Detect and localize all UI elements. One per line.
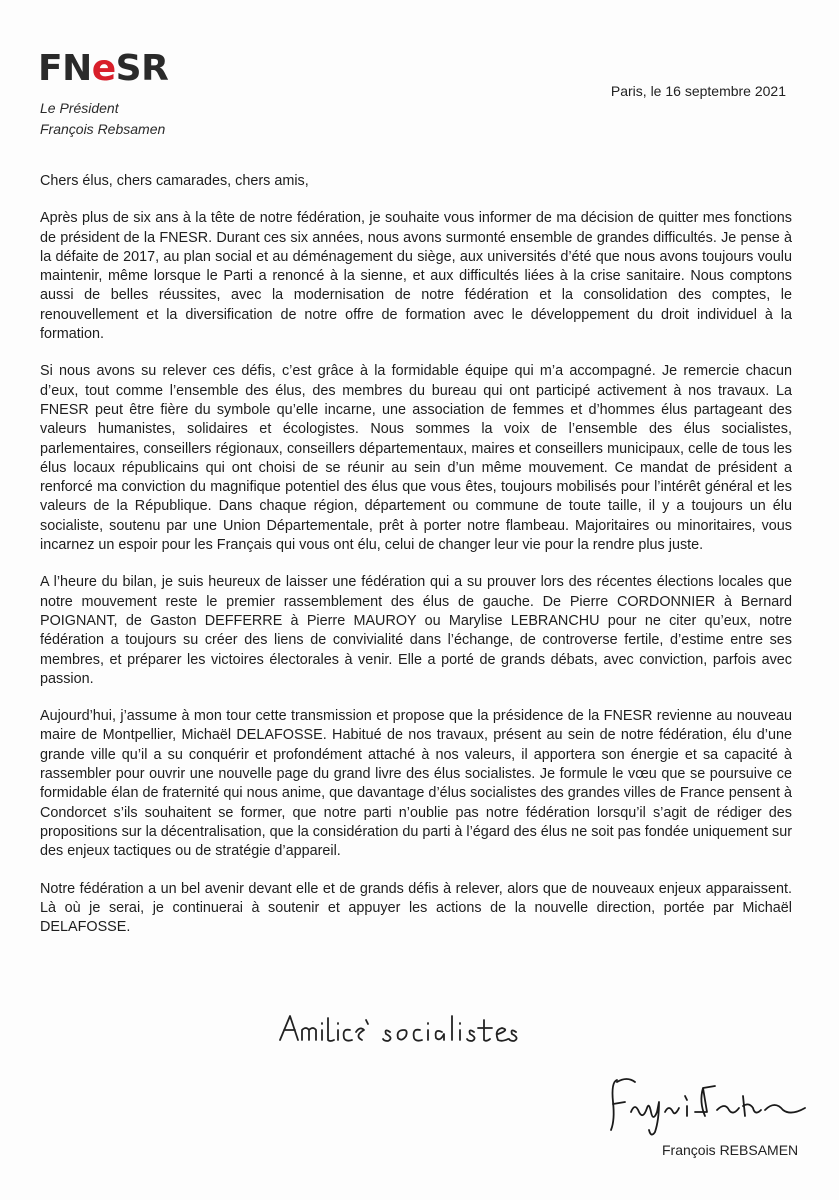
fnesr-logo: FNeSR <box>38 48 169 89</box>
handwritten-closing-signature <box>270 1008 570 1053</box>
sender-block <box>40 98 165 140</box>
salutation: Chers élus, chers camarades, chers amis, <box>40 173 309 189</box>
signature-graphic <box>595 1072 815 1142</box>
sender-name: François Rebsamen <box>40 121 166 137</box>
paragraph-3: A l’heure du bilan, je suis heureux de laisser une fédération qui a su prouver lors des récentes élections locales que notre mouvement reste le premier rassemblement des élus de gauche. De Pierre CORDONNIER à Bernard POIGNANT, de Gaston DEFFERRE à Pierre MAUROY ou Marylise LEBRANCHU pour ne citer qu’eux, notre fédération a toujours su créer des liens de convivialité dans l’échange, de controverse fertile, d’estime entre ses membres, et préparer les victoires électorales à venir. Elle a porté de grands débats, avec conviction, parfois avec passion. <box>40 574 792 687</box>
sender-role: Le Président <box>40 100 119 116</box>
paragraph-1: Après plus de six ans à la tête de notre fédération, je souhaite vous informer de ma décision de quitter mes fonctions de président de la FNESR. Durant ces six années, nous avons surmonté ensemble de grandes difficultés. Je pense à la défaite de 2017, au plan social et au déménagement du siège, aux universités d’été que nous avons toujours voulu maintenir, même lorsque le Parti a renoncé à la sienne, et aux difficultés liées à la crise sanitaire. Nous comptons aussi de belles réussites, avec la modernisation de notre fédération et la consolidation des comptes, le renouvellement et la diversification de notre offre de formation avec le développement du droit individuel à la formation. <box>40 210 792 343</box>
paragraph-5: Notre fédération a un bel avenir devant elle et de grands défis à relever, alors que de nouveaux enjeux apparaissent. Là où je serai, je continuerai à soutenir et appuyer les actions de la nouvelle direction, portée par Michaël DELAFOSSE. <box>40 880 792 936</box>
letter-date: Paris, le 16 septembre 2021 <box>610 83 786 99</box>
paragraph-2: Si nous avons su relever ces défis, c’est grâce à la formidable équipe qui m’a accompagné. Je remercie chacun d’eux, tout comme l’ensemble des élus, des membres du bureau qui ont participé activement à nos travaux. La FNESR peut être fière du symbole qu’elle incarne, une association de femmes et d’hommes élus partageant des valeurs humanistes, solidaires et écologistes. Nous sommes la voix de l’ensemble des élus socialistes, parlementaires, conseillers régionaux, conseillers départementaux, maires et conseillers municipaux, celle de tous les élus locaux républicains qui ont choisi de se réunir au sein d’un même mouvement. Ce mandat de président a renforcé ma conviction du magnifique potentiel des élus que vous êtes, toujours mobilisés pour l’intérêt général et les valeurs de la République. Dans chaque région, département ou commune de toute taille, il y a toujours un élu socialiste, soutenu par une Union Départementale, prêt à porter notre flambeau. Majoritaires ou minoritaires, vous incarnez un espoir pour les Français qui vous ont élu, celui de changer leur vie pour la rendre plus juste. <box>40 363 792 554</box>
letter-body <box>40 172 792 955</box>
paragraph-4: Aujourd’hui, j’assume à mon tour cette transmission et propose que la présidence de la FNESR revienne au nouveau maire de Montpellier, Michaël DELAFOSSE. Habitué de nos travaux, présent au sein de notre fédération, élu d’une grande ville qu’il a su conquérir et profondément attaché à nos valeurs, il apportera son énergie et sa capacité à rassembler pour ouvrir une nouvelle page du grand livre des élus socialistes. Je formule le vœu que se poursuive ce formidable élan de fraternité qui nous anime, que davantage d’élus socialistes des grandes villes de France pensent à Condorcet s’ils souhaitent se former, que notre parti n’oublie pas notre fédération lorsqu’il s’agit de rédiger des propositions sur la décentralisation, que la considération du parti à l’égard des élus ne soit pas fondée uniquement sur des enjeux tactiques ou de stratégie d’appareil. <box>40 708 792 860</box>
signatory-name: François REBSAMEN <box>662 1142 799 1158</box>
